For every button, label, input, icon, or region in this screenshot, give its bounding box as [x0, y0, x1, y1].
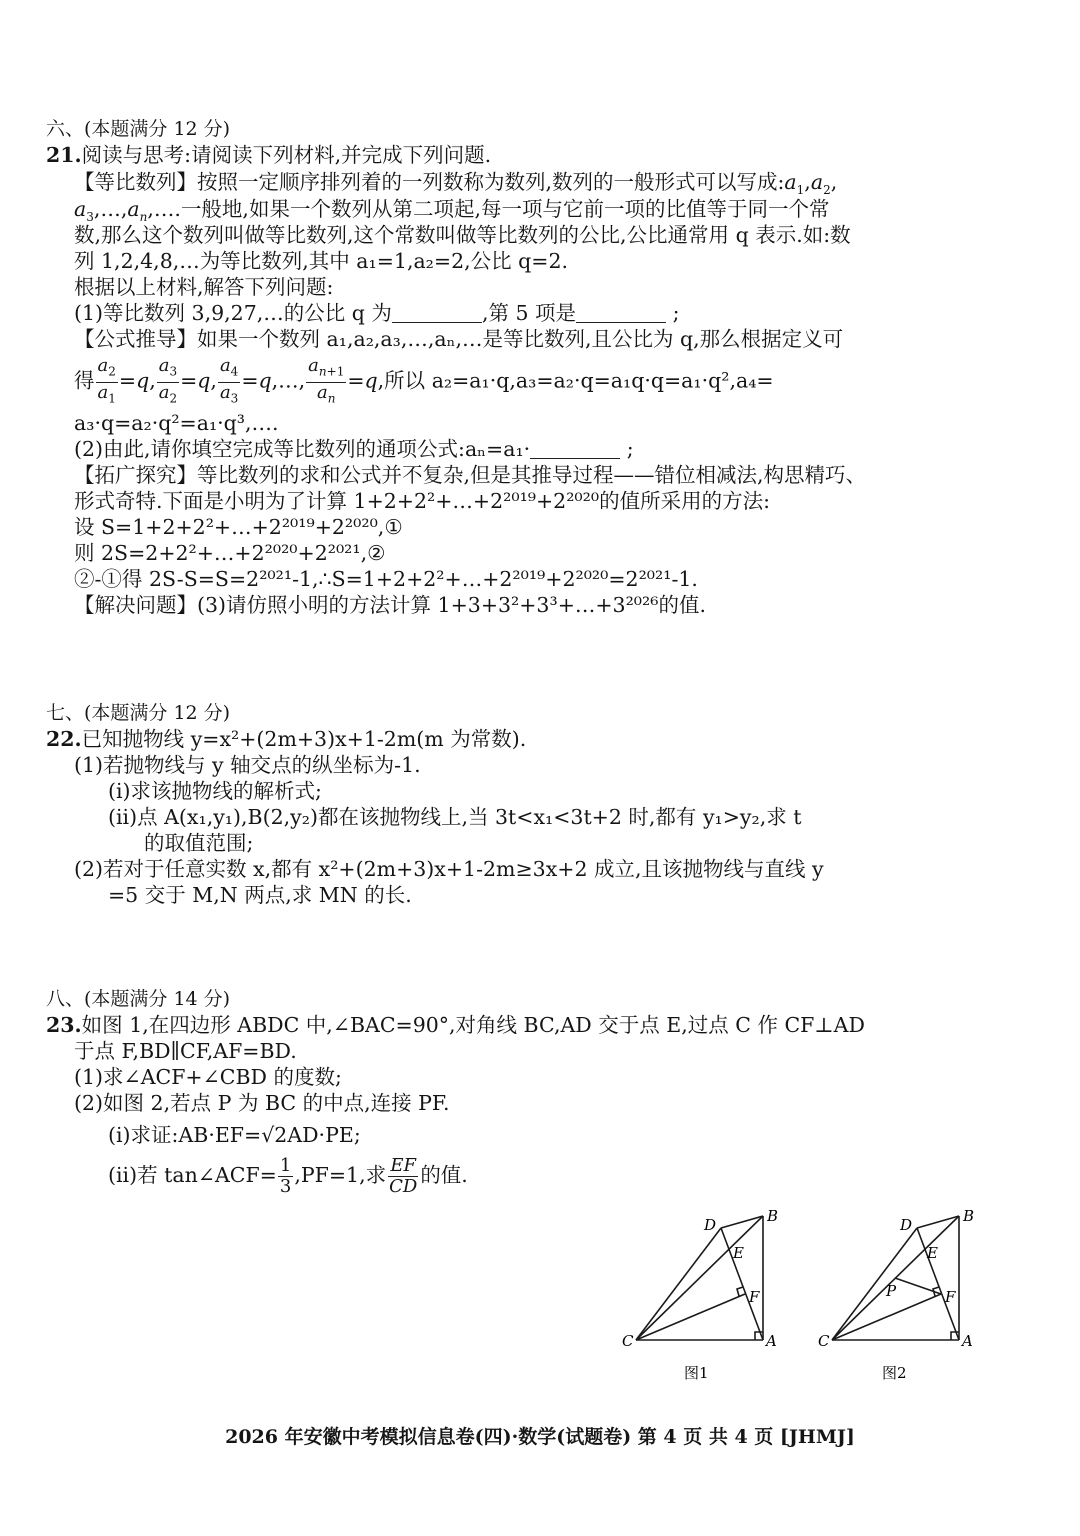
fraction-one-third: $\frac{1}{3}$ — [279, 1155, 292, 1197]
q22-sub-1-ii-cont: 的取值范围; — [144, 831, 254, 855]
fig1-label-e: E — [733, 1244, 744, 1262]
q21-p1b-text: 一般地,如果一个数列从第二项起,每一项与它前一项的比值等于同一个常 — [180, 197, 830, 221]
figure-1 — [610, 1200, 790, 1400]
q21-para-1c: 数,那么这个数列叫做等比数列,这个常数叫做等比数列的公比,公比通常用 q 表示.如:数 — [74, 223, 851, 247]
fig2-segment-cd — [832, 1228, 917, 1340]
question-23-stem-text: 如图 1,在四边形 ABDC 中,∠BAC=90°,对角线 BC,AD 交于点 E,过点 C 作 CF⊥AD — [81, 1013, 865, 1037]
figure-2 — [806, 1200, 986, 1400]
fraction-a3-a2: $\frac{a_3}{a_2}$ — [158, 355, 178, 406]
q21-para-4-fractions: 得 $\frac{a_2}{a_1}$ =q, $\frac{a_3}{a_2}$ =q, $\frac{a_4}{a_3}$ =q,…, $\frac{a_{n+1}}{a_n}$ =q,所以 a₂=a₁·q,a₃=a₂·q=a₁q·q=a₁·q²,a₄= — [74, 356, 774, 408]
q22-sub-1: (1)若抛物线与 y 轴交点的纵坐标为-1. — [74, 753, 421, 777]
fig1-label-c: C — [622, 1332, 634, 1350]
question-21-number: 21. — [46, 143, 82, 167]
fig1-segment-cd — [636, 1228, 721, 1340]
fig2-label-d: D — [900, 1216, 913, 1234]
q22-sub-1-ii: (ii)点 A(x₁,y₁),B(2,y₂)都在该抛物线上,当 3t<x₁<3t+2 时,都有 y₁>y₂,求 t — [108, 805, 802, 829]
fig2-label-p: P — [886, 1282, 897, 1300]
q21-p6-text: 等比数列的求和公式并不复杂,但是其推导过程——错位相减法,构思精巧、 — [197, 463, 867, 487]
q23-stem-cont: 于点 F,BD∥CF,AF=BD. — [74, 1039, 297, 1063]
section-header-6: 六、(本题满分 12 分) — [46, 118, 231, 140]
fig1-caption: 图1 — [684, 1364, 709, 1382]
fig2-label-a: A — [962, 1332, 973, 1350]
q23-sub-2-i: (i)求证:AB·EF=√2AD·PE; — [108, 1123, 361, 1147]
q21-sub-3 — [74, 592, 706, 618]
q23-sub2ii-text-b: ,PF=1,求 — [294, 1163, 387, 1187]
q21-sub1-text: (1)等比数列 3,9,27,…的公比 q 为 — [74, 301, 392, 325]
fig1-label-f: F — [749, 1288, 760, 1306]
q21-para-6 — [74, 462, 866, 488]
q21-para-3 — [74, 326, 843, 352]
fig2-label-e: E — [927, 1244, 938, 1262]
q21-p3-text: 如果一个数列 a₁,a₂,a₃,…,aₙ,…是等比数列,且公比为 q,那么根据定义可 — [197, 327, 844, 351]
question-22-stem-text: 已知抛物线 y=x²+(2m+3)x+1-2m(m 为常数). — [81, 727, 527, 751]
question-22-stem — [46, 726, 526, 752]
question-21-intro-text: 阅读与思考:请阅读下列材料,并完成下列问题. — [81, 143, 492, 167]
fig1-label-b: B — [767, 1207, 779, 1225]
q21-sub3-text: (3)请仿照小明的方法计算 1+3+3²+3³+…+3²⁰²⁶的值. — [197, 593, 706, 617]
page-footer: 2026 年安徽中考模拟信息卷(四)·数学(试题卷) 第 4 页 共 4 页 [JHMJ] — [225, 1426, 855, 1448]
q21-para-9: 则 2S=2+2²+…+2²⁰²⁰+2²⁰²¹,② — [74, 541, 386, 565]
section-header-7: 七、(本题满分 12 分) — [46, 702, 231, 724]
fraction-a4-a3: $\frac{a_4}{a_3}$ — [219, 355, 239, 406]
q22-sub-2-cont: =5 交于 M,N 两点,求 MN 的长. — [108, 883, 412, 907]
fig2-segment-ad — [917, 1228, 959, 1340]
q21-de-char: 得 — [74, 368, 95, 393]
q21-sub-1 — [74, 300, 679, 326]
answer-blank-general-term[interactable] — [530, 440, 620, 459]
q21-para-1b: $a_3,\dots,a_n,\dots$.一般地,如果一个数列从第二项起,每一项与它前一项的比值等于同一个常 — [74, 197, 830, 225]
q22-sub-2: (2)若对于任意实数 x,都有 x²+(2m+3)x+1-2m≥3x+2 成立,且该抛物线与直线 y — [74, 857, 824, 881]
fig2-label-b: B — [963, 1207, 975, 1225]
q21-p4-tail: ,所以 a₂=a₁·q,a₃=a₂·q=a₁q·q=a₁·q²,a₄= — [377, 368, 774, 393]
q21-sub2-text: (2)由此,请你填空完成等比数列的通项公式:aₙ=a₁· — [74, 437, 531, 461]
fig2-caption: 图2 — [882, 1364, 907, 1382]
fig2-label-f: F — [945, 1288, 956, 1306]
section-header-8: 八、(本题满分 14 分) — [46, 988, 231, 1010]
fig2-segment-cf — [832, 1294, 941, 1340]
question-23-number: 23. — [46, 1013, 82, 1037]
fraction-an1-an: $\frac{a_{n+1}}{a_n}$ — [308, 355, 345, 406]
q21-p1a-text: 按照一定顺序排列着的一列数称为数列,数列的一般形式可以写成: — [197, 170, 785, 194]
question-22-number: 22. — [46, 727, 82, 751]
question-23-stem — [46, 1012, 865, 1038]
tag-extension: 【拓广探究】 — [74, 463, 197, 487]
q21-para-2: 根据以上材料,解答下列问题: — [74, 275, 334, 299]
tag-formula-derivation: 【公式推导】 — [74, 327, 197, 351]
answer-blank-fifth-term[interactable] — [576, 304, 666, 323]
q21-para-5: a₃·q=a₂·q²=a₁·q³,…. — [74, 411, 279, 435]
q23-sub-2-ii — [108, 1152, 468, 1198]
fig1-label-d: D — [704, 1216, 717, 1234]
q23-sub2ii-text-a: (ii)若 tan∠ACF= — [108, 1163, 277, 1187]
q23-sub2ii-text-c: 的值. — [420, 1163, 468, 1187]
q23-sub-1: (1)求∠ACF+∠CBD 的度数; — [74, 1065, 342, 1089]
q21-para-7: 形式奇特.下面是小明为了计算 1+2+2²+…+2²⁰¹⁹+2²⁰²⁰的值所采用的方法: — [74, 489, 770, 513]
fig1-segment-cb — [636, 1216, 763, 1340]
fig1-label-a: A — [766, 1332, 777, 1350]
fraction-a2-a1: $\frac{a_2}{a_1}$ — [97, 355, 116, 406]
q21-sub1-end: ; — [672, 301, 680, 325]
tag-solve-problem: 【解决问题】 — [74, 593, 197, 617]
q21-para-1d: 列 1,2,4,8,…为等比数列,其中 a₁=1,a₂=2,公比 q=2. — [74, 249, 569, 273]
q21-para-1a: 【等比数列】按照一定顺序排列着的一列数称为数列,数列的一般形式可以写成$:a_1,a_2$, — [74, 170, 838, 198]
question-21-intro — [46, 142, 491, 168]
fraction-ef-cd: $\frac{EF}{CD}$ — [389, 1155, 418, 1197]
fig2-label-c: C — [818, 1332, 830, 1350]
q22-sub-1-i: (i)求该抛物线的解析式; — [108, 779, 322, 803]
tag-geometric-sequence: 【等比数列】 — [74, 170, 197, 194]
q21-para-10: ②-①得 2S-S=S=2²⁰²¹-1,∴S=1+2+2²+…+2²⁰¹⁹+2²⁰²⁰=2²⁰²¹-1. — [74, 567, 698, 591]
q23-sub-2: (2)如图 2,若点 P 为 BC 的中点,连接 PF. — [74, 1091, 450, 1115]
q21-sub2-end: ; — [626, 437, 634, 461]
q21-sub-2 — [74, 436, 634, 462]
answer-blank-ratio[interactable] — [392, 304, 482, 323]
q21-sub1-text-b: ,第 5 项是 — [481, 301, 577, 325]
fig1-segment-cf — [636, 1294, 745, 1340]
q21-para-8: 设 S=1+2+2²+…+2²⁰¹⁹+2²⁰²⁰,① — [74, 515, 403, 539]
